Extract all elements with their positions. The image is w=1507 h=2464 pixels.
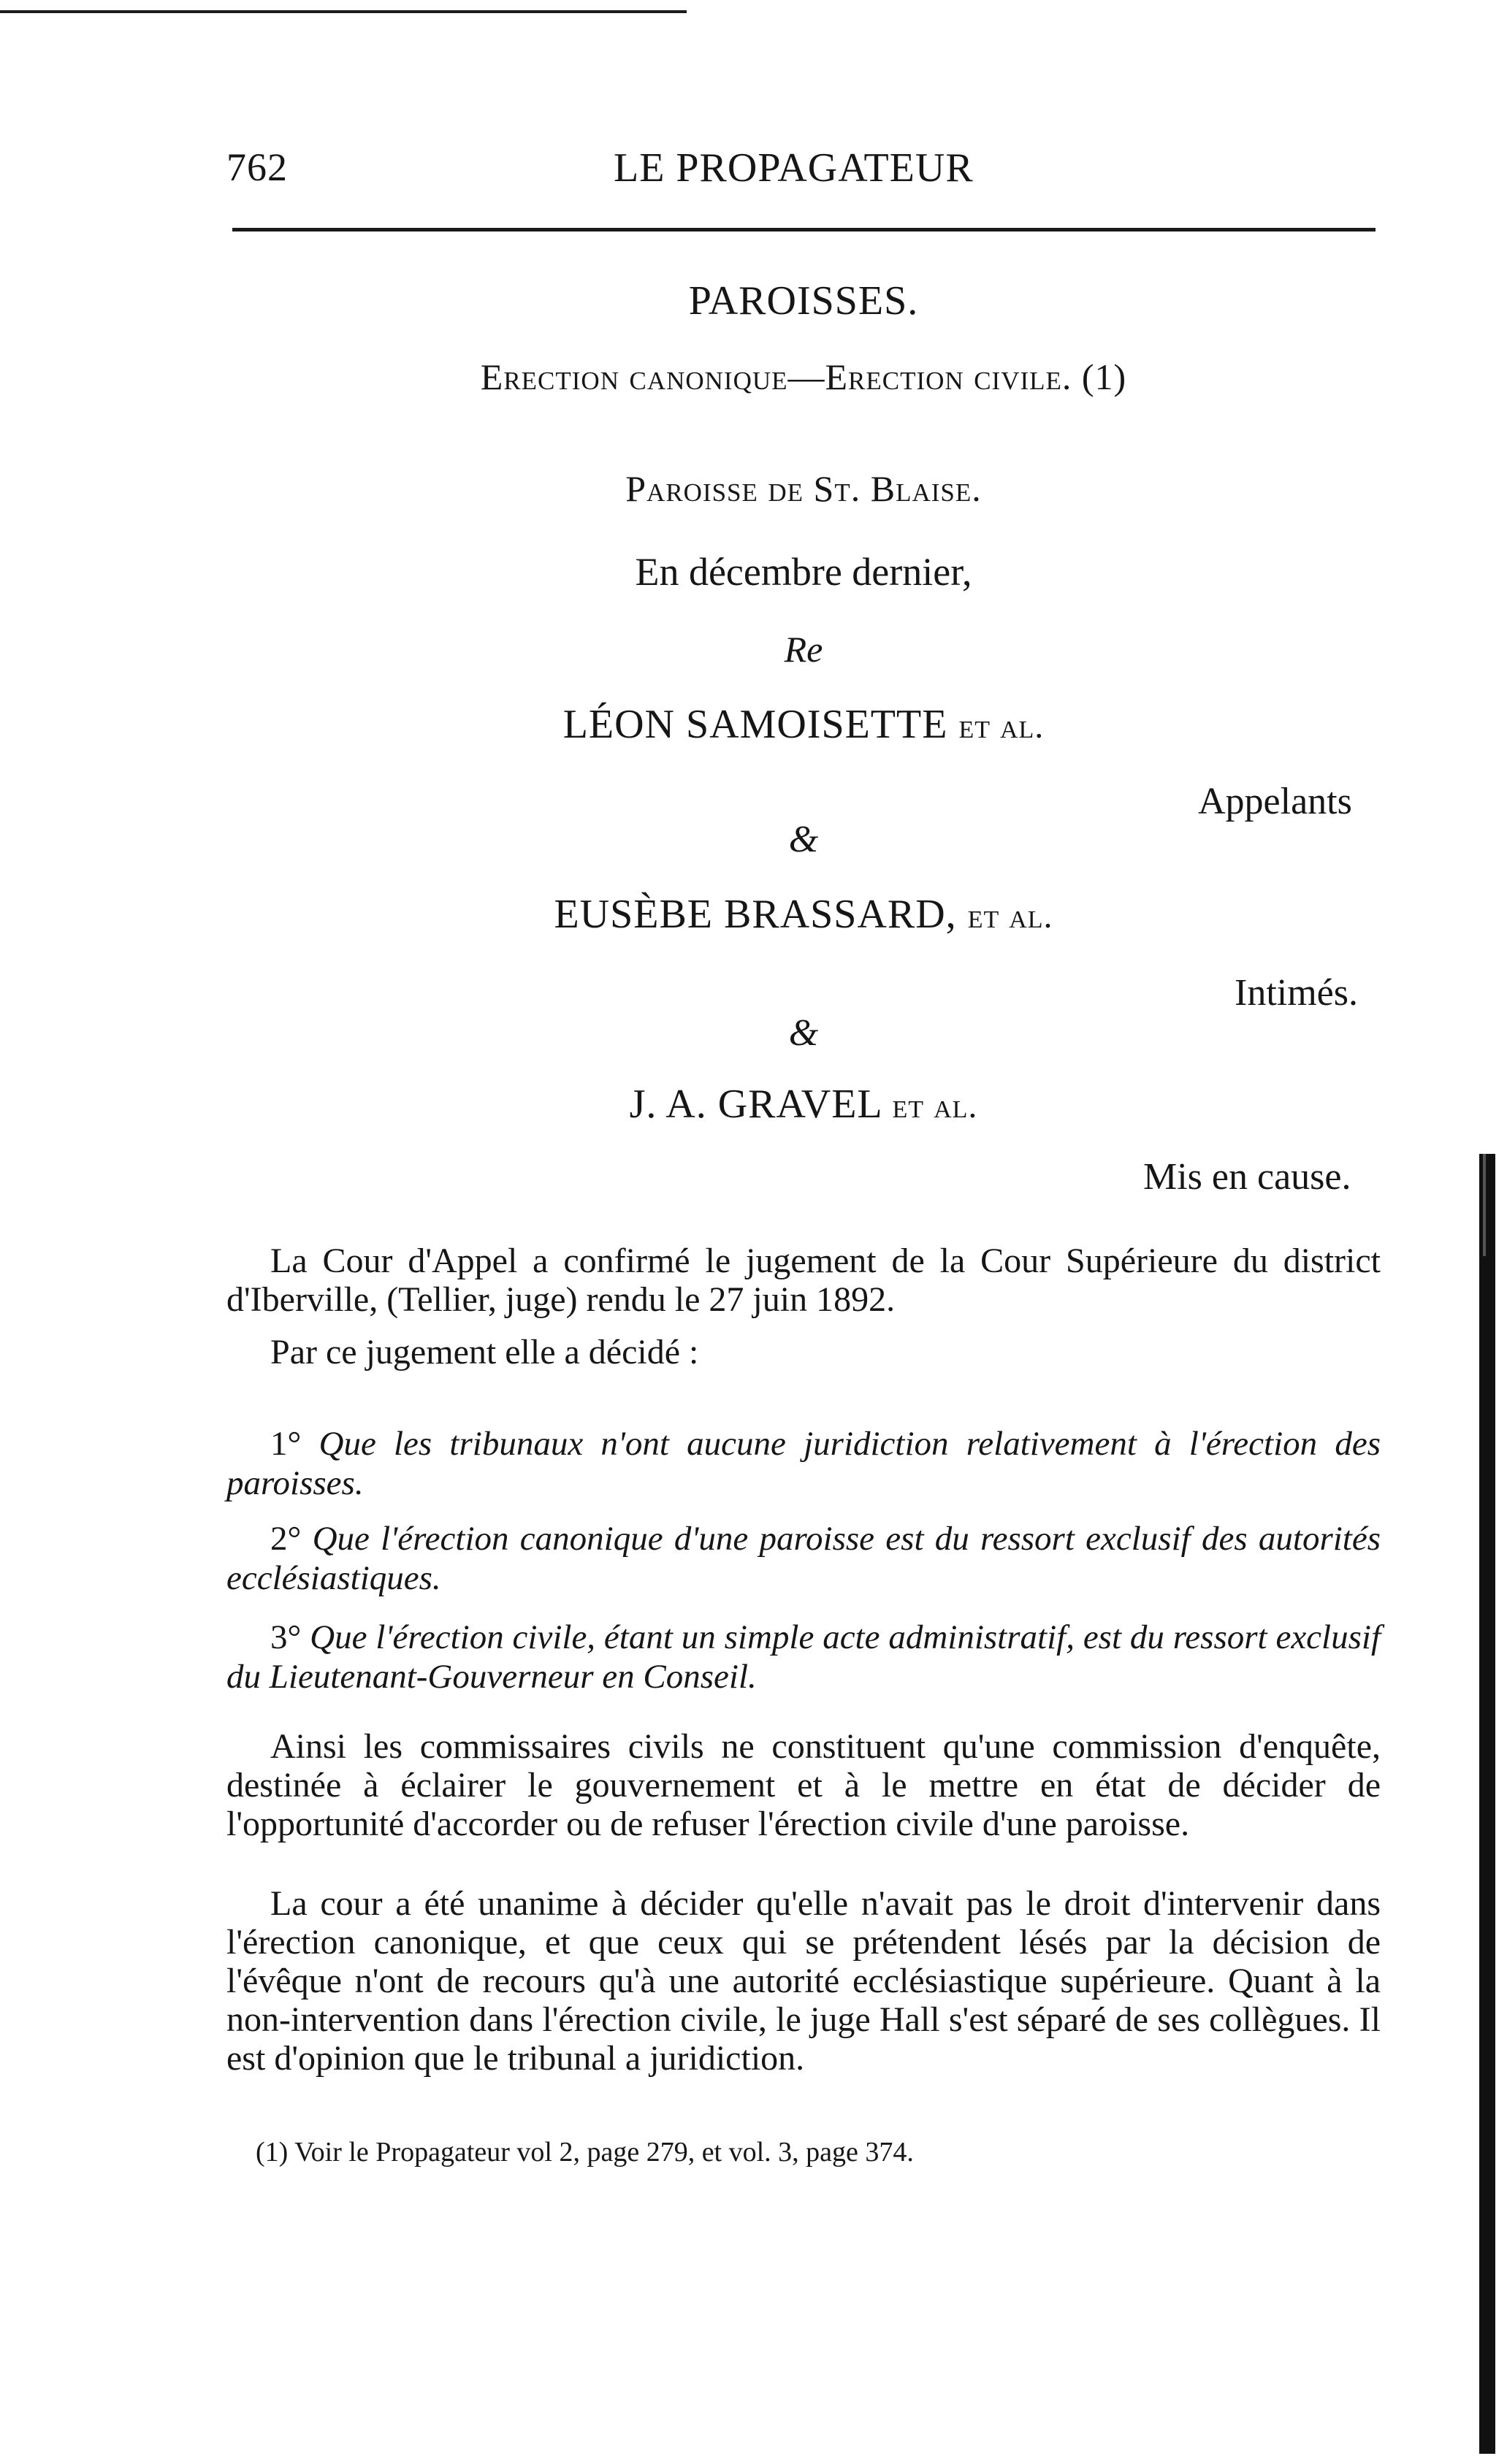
role-appelants: Appelants bbox=[1198, 781, 1352, 822]
party-name: J. A. GRAVEL bbox=[629, 1082, 882, 1127]
scan-edge-line bbox=[0, 10, 687, 13]
role-mis-en-cause: Mis en cause. bbox=[1143, 1156, 1351, 1198]
parish-name: Paroisse de St. Blaise. bbox=[625, 468, 982, 509]
holding-3 bbox=[226, 1618, 1381, 1696]
footnote: (1) Voir le Propagateur vol 2, page 279, et vol. 3, page 374. bbox=[256, 2137, 914, 2168]
party-suffix: et al. bbox=[967, 897, 1053, 936]
holding-number: 2° bbox=[270, 1520, 302, 1558]
holding-2 bbox=[226, 1519, 1381, 1598]
party-appelants bbox=[226, 701, 1381, 748]
section-title: PAROISSES. bbox=[688, 278, 919, 324]
holding-text: Que l'érection civile, étant un simple acte administratif, est du ressort exclusif du Lieutenant-Gouverneur en Conseil. bbox=[226, 1618, 1381, 1696]
paragraph-decided: Par ce jugement elle a décidé : bbox=[270, 1333, 699, 1371]
role-intimes: Intimés. bbox=[1235, 972, 1358, 1014]
page-header bbox=[226, 145, 1381, 203]
party-mis-en-cause bbox=[226, 1081, 1381, 1128]
holding-text: Que l'érection canonique d'une paroisse est du ressort exclusif des autorités ecclésiastiques. bbox=[226, 1520, 1381, 1597]
party-intimes bbox=[226, 891, 1381, 938]
paragraph-intro: La Cour d'Appel a confirmé le jugement de la Cour Supérieure du district d'Iberville, (Tellier, juge) rendu le 27 juin 1892. bbox=[226, 1241, 1381, 1319]
scan-margin-bar bbox=[1479, 1154, 1495, 2454]
ampersand: & bbox=[788, 819, 819, 860]
date-line: En décembre dernier, bbox=[635, 550, 972, 594]
header-rule bbox=[232, 228, 1376, 232]
paragraph-ainsi: Ainsi les commissaires civils ne constituent qu'une commission d'enquête, destinée à éclairer le gouvernement et à le mettre en état de décider de l'opportunité d'accorder ou de refuser l'érection civile d'une paroisse. bbox=[226, 1727, 1381, 1843]
paragraph-cour: La cour a été unanime à décider qu'elle n'avait pas le droit d'intervenir dans l'érection canonique, et que ceux qui se prétendent lésés par la décision de l'évêque n'ont de recours qu'à une autorité ecclésiastique supérieure. Quant à la non-intervention dans l'érection civile, le juge Hall s'est séparé de ses collègues. Il est d'opinion que le tribunal a juridiction. bbox=[226, 1884, 1381, 2078]
holding-1 bbox=[226, 1424, 1381, 1503]
re-label: Re bbox=[784, 629, 823, 670]
holding-text: Que les tribunaux n'ont aucune juridiction relativement à l'érection des paroisses. bbox=[226, 1425, 1381, 1502]
holding-number: 1° bbox=[270, 1425, 302, 1463]
party-name: LÉON SAMOISETTE bbox=[562, 702, 948, 747]
holding-number: 3° bbox=[270, 1618, 302, 1656]
party-name: EUSÈBE BRASSARD, bbox=[554, 892, 957, 937]
section-subtitle: Erection canonique—Erection civile. (1) bbox=[480, 356, 1127, 397]
party-suffix: et al. bbox=[958, 707, 1045, 746]
running-title: LE PROPAGATEUR bbox=[614, 145, 974, 191]
party-suffix: et al. bbox=[892, 1087, 978, 1125]
page-number: 762 bbox=[226, 145, 288, 189]
scan-margin-mark bbox=[1483, 1154, 1486, 1256]
ampersand: & bbox=[788, 1012, 819, 1054]
